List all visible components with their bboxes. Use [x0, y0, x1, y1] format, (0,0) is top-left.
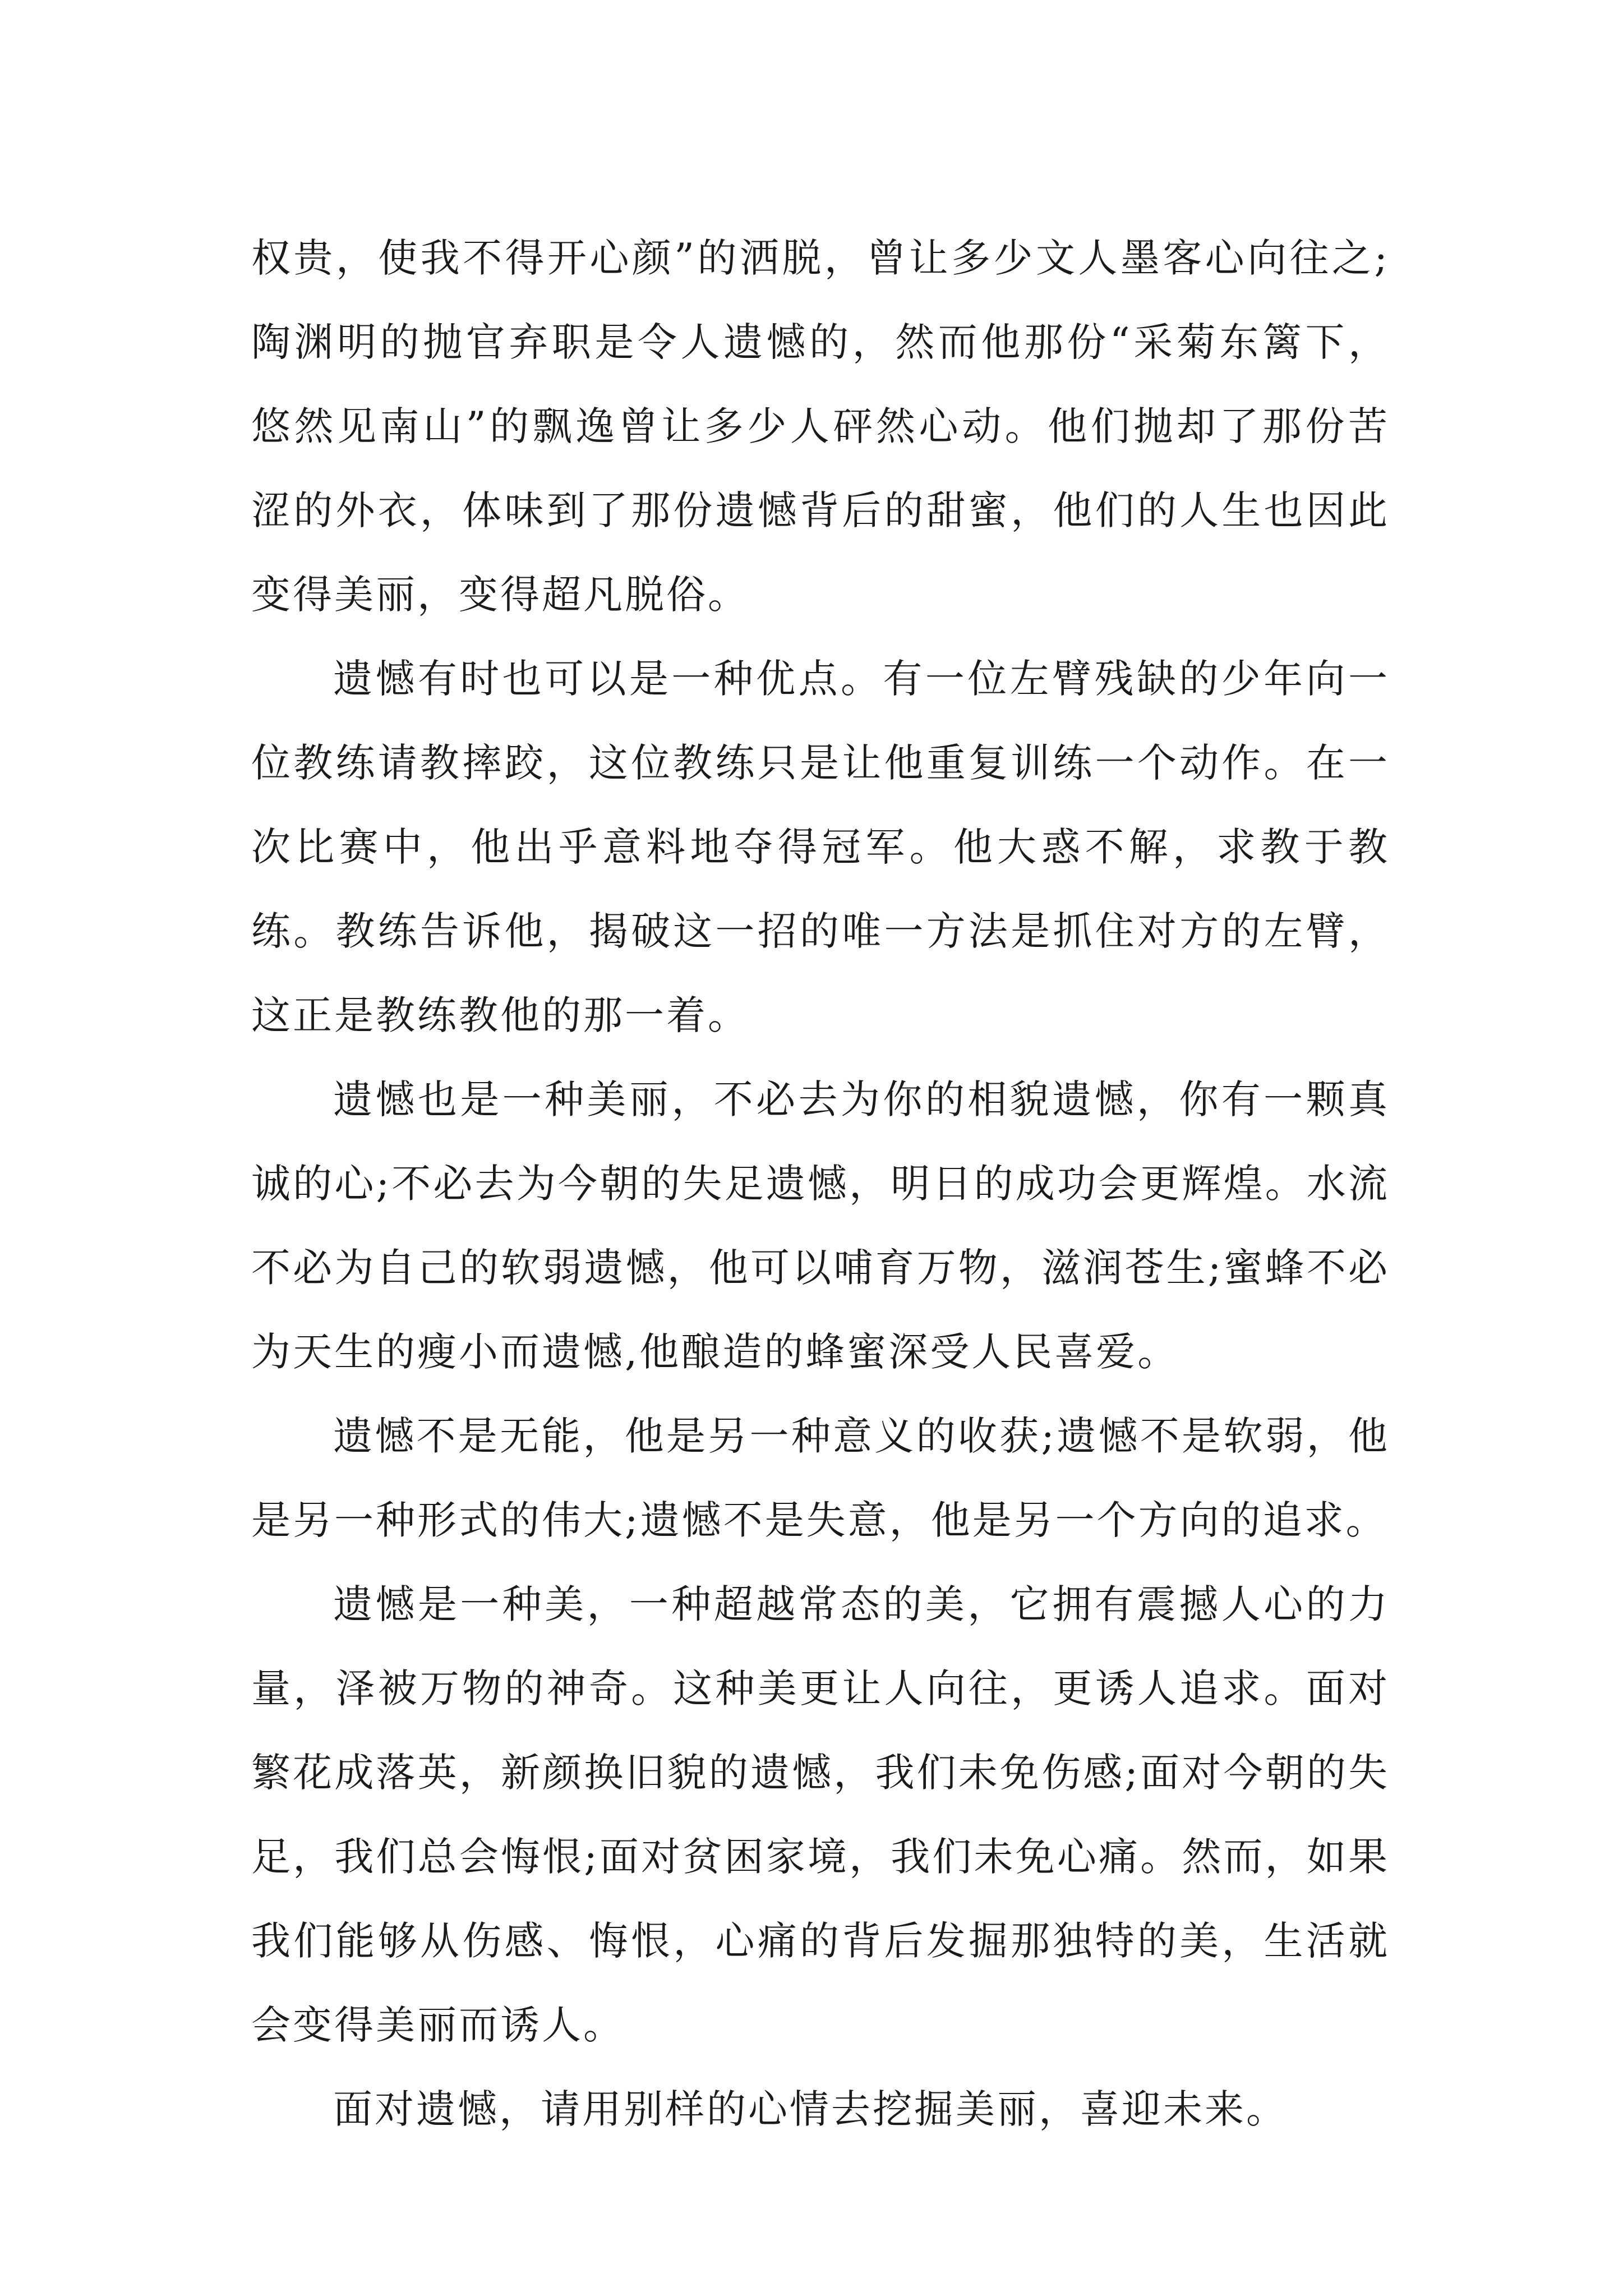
document-body — [251, 216, 1390, 2151]
paragraph-3: 遗憾也是一种美丽，不必去为你的相貌遗憾，你有一颗真诚的心;不必去为今朝的失足遗憾，明日的成功会更辉煌。水流不必为自己的软弱遗憾，他可以哺育万物，滋润苍生;蜜蜂不必为天生的瘦小而遗憾,他酿造的蜂蜜深受人民喜爱。 — [251, 1076, 1390, 1375]
paragraph-5: 遗憾是一种美，一种超越常态的美，它拥有震撼人心的力量，泽被万物的神奇。这种美更让人向往，更诱人追求。面对繁花成落英，新颜换旧貌的遗憾，我们未免伤感;面对今朝的失足，我们总会悔恨;面对贫困家境，我们未免心痛。然而，如果我们能够从伤感、悔恨，心痛的背后发掘那独特的美，生活就会变得美丽而诱人。 — [251, 1581, 1390, 2048]
paragraph-1: 权贵，使我不得开心颜”的洒脱，曾让多少文人墨客心向往之;陶渊明的抛官弃职是令人遗憾的，然而他那份“采菊东篱下，悠然见南山”的飘逸曾让多少人砰然心动。他们抛却了那份苦涩的外衣，体味到了那份遗憾背后的甜蜜，他们的人生也因此变得美丽，变得超凡脱俗。 — [251, 235, 1390, 618]
paragraph-6: 面对遗憾，请用别样的心情去挖掘美丽，喜迎未来。 — [333, 2086, 1288, 2132]
paragraph-4: 遗憾不是无能，他是另一种意义的收获;遗憾不是软弱，他是另一种形式的伟大;遗憾不是失意，他是另一个方向的追求。 — [251, 1413, 1390, 1543]
paragraph-2: 遗憾有时也可以是一种优点。有一位左臂残缺的少年向一位教练请教摔跤，这位教练只是让他重复训练一个动作。在一次比赛中，他出乎意料地夺得冠军。他大惑不解，求教于教练。教练告诉他，揭破这一招的唯一方法是抓住对方的左臂，这正是教练教他的那一着。 — [251, 656, 1390, 1038]
